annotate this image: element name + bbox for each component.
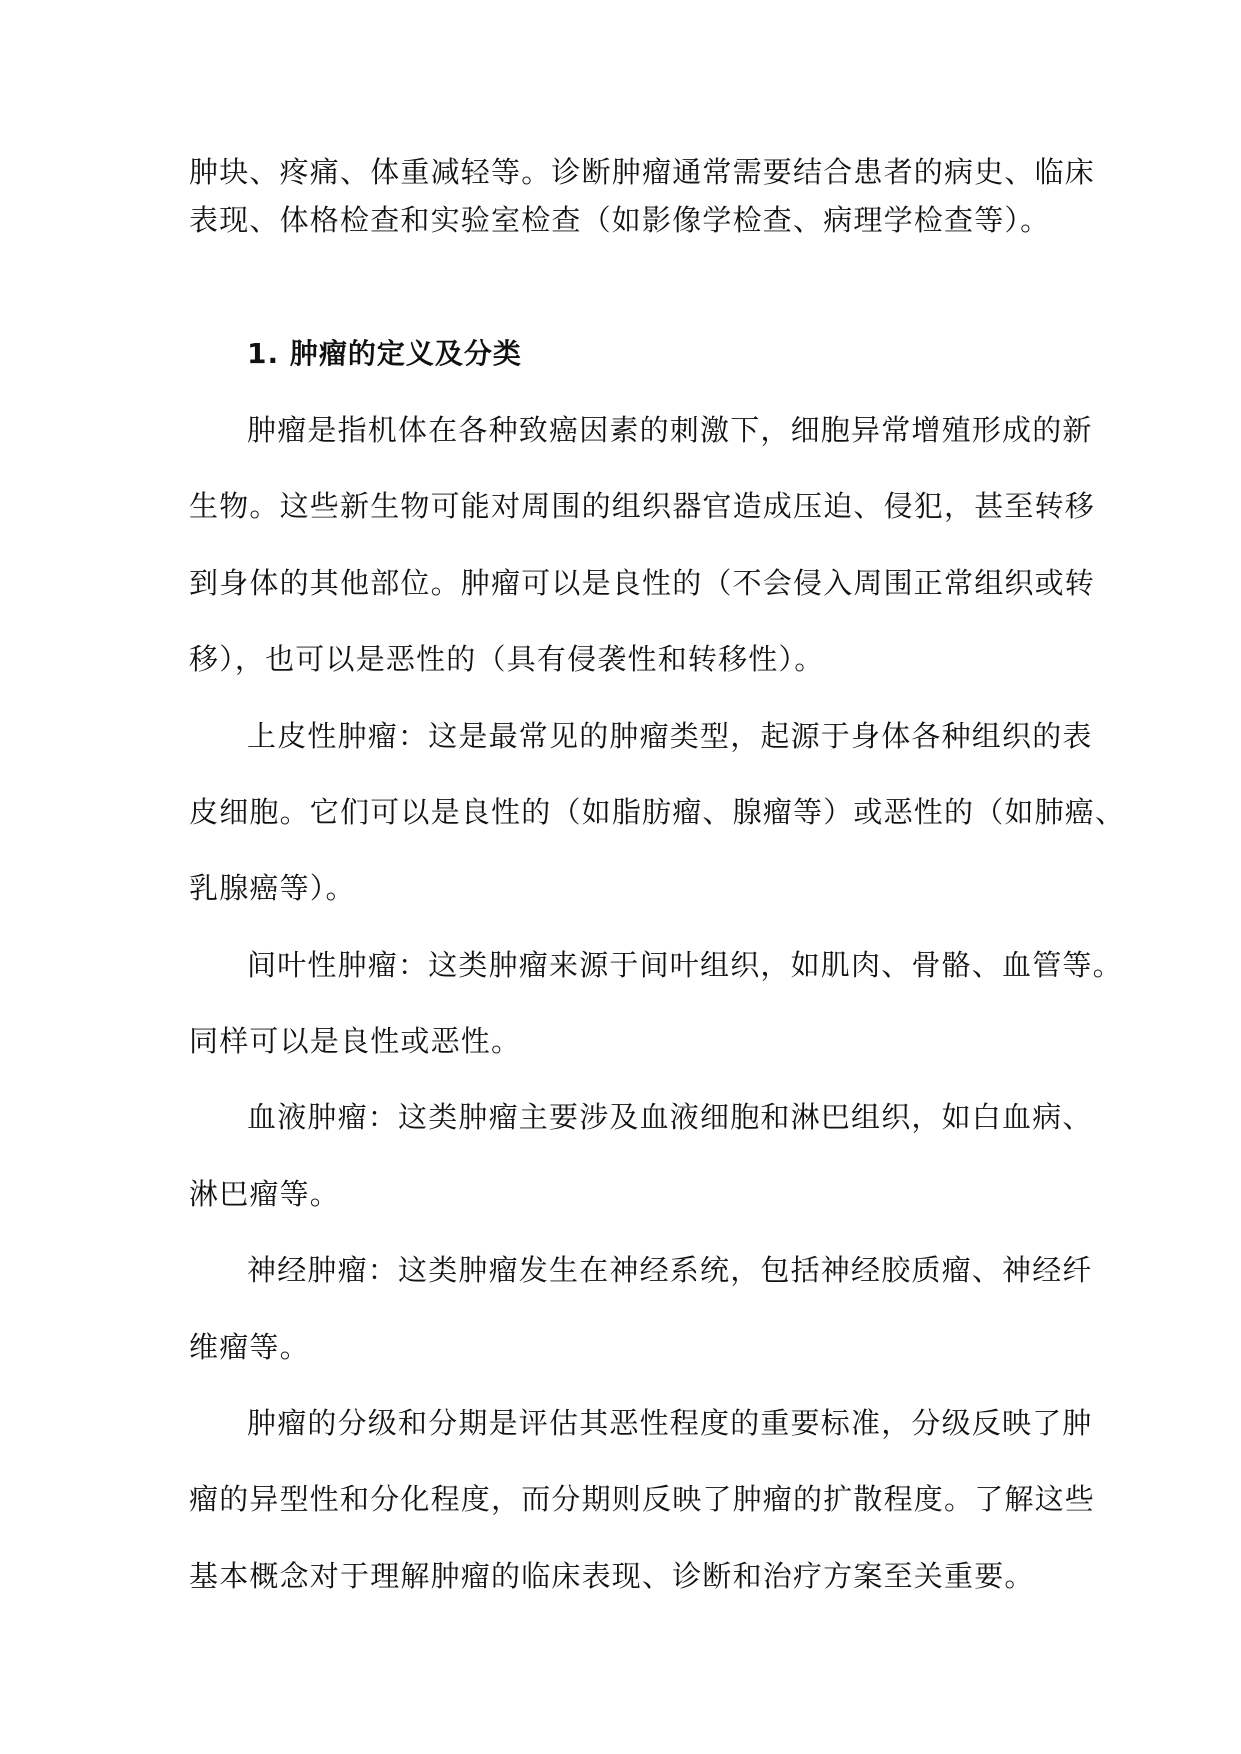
text-line: 上皮性肿瘤：这是最常见的肿瘤类型，起源于身体各种组织的表 — [247, 719, 1093, 753]
text-line: 同样可以是良性或恶性。 — [189, 1024, 522, 1058]
text-line: 血液肿瘤：这类肿瘤主要涉及血液细胞和淋巴组织，如白血病、 — [247, 1100, 1093, 1134]
text-line: 神经肿瘤：这类肿瘤发生在神经系统，包括神经胶质瘤、神经纤 — [247, 1253, 1093, 1287]
text-line: 基本概念对于理解肿瘤的临床表现、诊断和治疗方案至关重要。 — [189, 1559, 1035, 1593]
text-line: 维瘤等。 — [189, 1330, 310, 1364]
text-line: 间叶性肿瘤：这类肿瘤来源于间叶组织，如肌肉、骨骼、血管等。 — [247, 948, 1123, 982]
text-line: 皮细胞。它们可以是良性的（如脂肪瘤、腺瘤等）或恶性的（如肺癌、 — [189, 795, 1126, 829]
text-line: 肿块、疼痛、体重减轻等。诊断肿瘤通常需要结合患者的病史、临床 — [189, 155, 1096, 189]
text-line: 移），也可以是恶性的（具有侵袭性和转移性）。 — [189, 642, 825, 676]
text-line: 淋巴瘤等。 — [189, 1177, 341, 1211]
text-line: 瘤的异型性和分化程度，而分期则反映了肿瘤的扩散程度。了解这些 — [189, 1482, 1096, 1516]
text-line: 到身体的其他部位。肿瘤可以是良性的（不会侵入周围正常组织或转 — [189, 566, 1096, 600]
text-line: 肿瘤的分级和分期是评估其恶性程度的重要标准，分级反映了肿 — [247, 1406, 1093, 1440]
text-line: 表现、体格检查和实验室检查（如影像学检查、病理学检查等）。 — [189, 203, 1051, 237]
section-heading: 1. 肿瘤的定义及分类 — [247, 337, 522, 370]
text-line: 乳腺癌等）。 — [189, 871, 356, 905]
text-line: 肿瘤是指机体在各种致癌因素的刺激下，细胞异常增殖形成的新 — [247, 413, 1093, 447]
text-line: 生物。这些新生物可能对周围的组织器官造成压迫、侵犯，甚至转移 — [189, 489, 1096, 523]
